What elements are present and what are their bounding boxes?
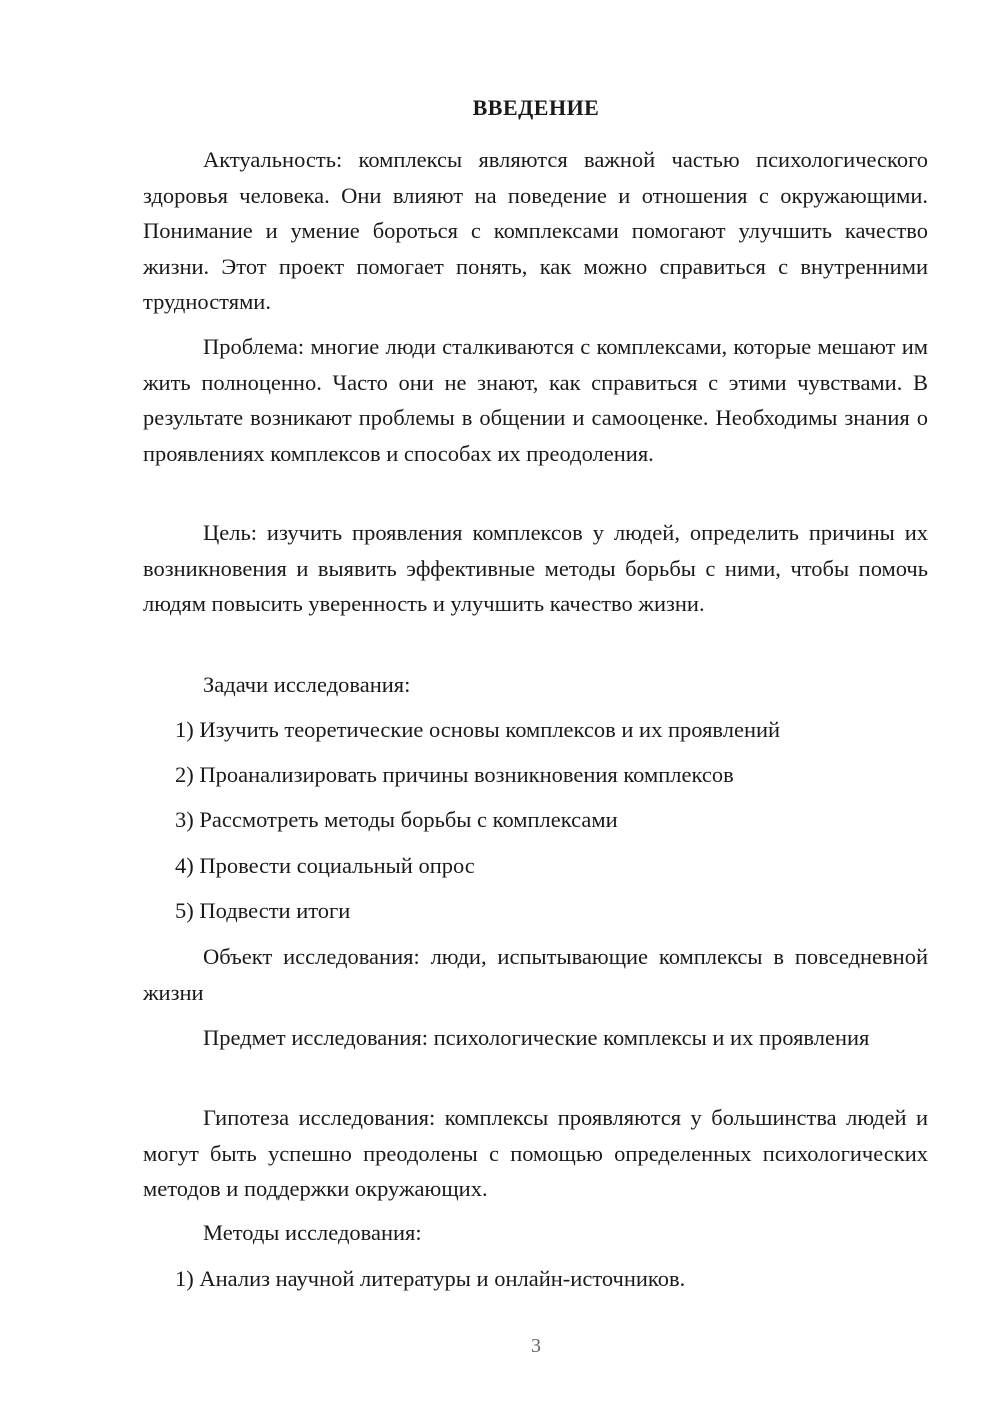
page-title: ВВЕДЕНИЕ <box>472 95 600 120</box>
problem-paragraph: Проблема: многие люди сталкиваются с комплексами, которые мешают им жить полноценно. Часто они не знают, как справиться с этими чувствами. В результате возникают проблемы в общении и самооценке. Необходимы знания о проявлениях комплексов и способах их преодоления. <box>143 334 928 466</box>
task-item: 4) Провести социальный опрос <box>175 853 475 878</box>
tasks-heading: Задачи исследования: <box>203 672 411 697</box>
method-item: 1) Анализ научной литературы и онлайн-источников. <box>175 1266 686 1291</box>
goal-paragraph: Цель: изучить проявления комплексов у людей, определить причины их возникновения и выявить эффективные методы борьбы с ними, чтобы помочь людям повысить уверенность и улучшить качество жизни. <box>143 520 928 616</box>
hypothesis-paragraph: Гипотеза исследования: комплексы проявляются у большинства людей и могут быть успешно преодолены с помощью определенных психологических методов и поддержки окружающих. <box>143 1105 928 1201</box>
task-item: 5) Подвести итоги <box>175 898 351 923</box>
object-paragraph: Объект исследования: люди, испытывающие комплексы в повседневной жизни <box>143 944 928 1005</box>
relevance-paragraph: Актуальность: комплексы являются важной частью психологического здоровья человека. Они влияют на поведение и отношения с окружающими. Понимание и умение бороться с комплексами помогают улучшить качество жизни. Этот проект помогает понять, как можно справиться с внутренними трудностями. <box>143 147 928 314</box>
task-item: 3) Рассмотреть методы борьбы с комплексами <box>175 807 618 832</box>
subject-paragraph: Предмет исследования: психологические комплексы и их проявления <box>203 1025 870 1050</box>
task-item: 1) Изучить теоретические основы комплексов и их проявлений <box>175 717 781 742</box>
page-number: 3 <box>531 1335 541 1357</box>
task-item: 2) Проанализировать причины возникновения комплексов <box>175 762 734 787</box>
methods-heading: Методы исследования: <box>203 1220 422 1245</box>
